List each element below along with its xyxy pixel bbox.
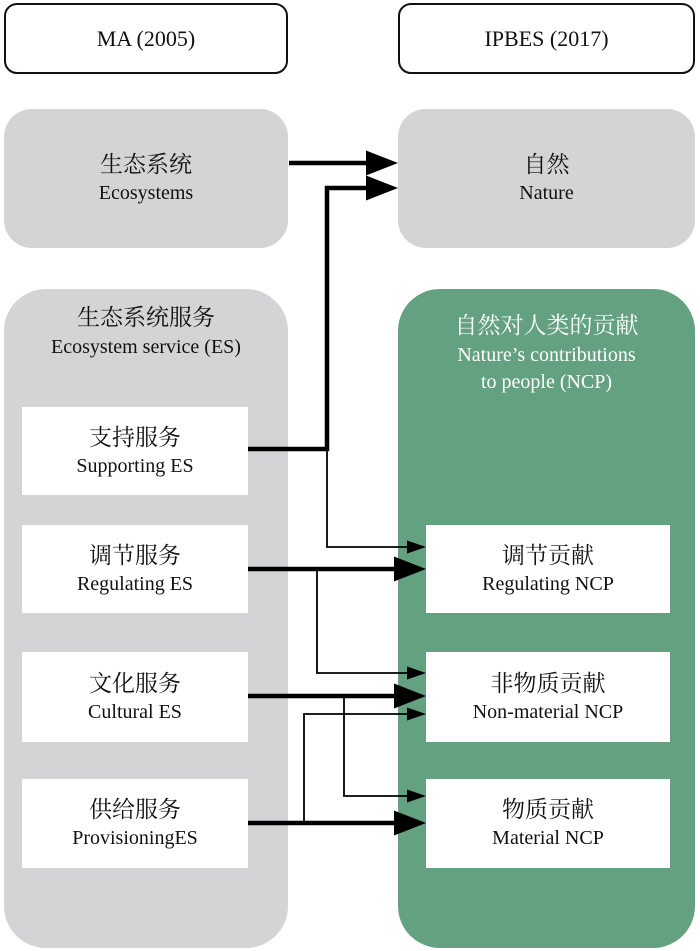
cultural-es-box <box>22 652 248 742</box>
nonmaterial-ncp-label-en: Non-material NCP <box>472 700 624 723</box>
ipbes-header-box <box>398 3 695 74</box>
regulating-es-label-zh: 调节服务 <box>89 542 181 568</box>
ma-header-box <box>4 3 288 74</box>
nonmaterial-ncp-box <box>426 652 670 742</box>
edge-supporting-es-to-regulating-ncp-line <box>327 449 407 547</box>
provisioning-es-box <box>22 779 248 868</box>
ncp-group-title-en1: Nature’s contributions <box>457 344 636 366</box>
material-ncp-box <box>426 779 670 868</box>
supporting-es-label-zh: 支持服务 <box>89 424 181 450</box>
ecosystems-label-en: Ecosystems <box>98 182 194 204</box>
supporting-es-box <box>22 407 248 495</box>
material-ncp-label-en: Material NCP <box>492 827 604 849</box>
ncp-group-title-en2: to people (NCP) <box>480 371 613 393</box>
ecosystems-box <box>4 109 288 248</box>
ma-header-label: MA (2005) <box>96 25 196 51</box>
provisioning-es-label-en: ProvisioningES <box>72 827 198 849</box>
nonmaterial-ncp-label-zh: 非物质贡献 <box>490 670 606 696</box>
nature-label-zh: 自然 <box>523 152 570 177</box>
regulating-ncp-label-en: Regulating NCP <box>482 572 614 595</box>
regulating-ncp-box <box>426 525 670 613</box>
cultural-es-label-en: Cultural ES <box>88 700 182 723</box>
material-ncp-label-zh: 物质贡献 <box>502 797 594 822</box>
regulating-es-label-en: Regulating ES <box>76 572 194 595</box>
edge-supporting-es-to-nature-arrowhead <box>366 176 398 201</box>
regulating-ncp-label-zh: 调节贡献 <box>502 542 594 568</box>
es-group-title-zh: 生态系统服务 <box>77 305 215 330</box>
ecosystems-label-zh: 生态系统 <box>100 152 192 177</box>
supporting-es-label-en: Supporting ES <box>76 454 194 477</box>
edge-provisioning-es-to-nonmaterial-ncp-line <box>304 714 407 823</box>
cultural-es-label-zh: 文化服务 <box>89 670 181 696</box>
ipbes-header-label: IPBES (2017) <box>484 25 609 51</box>
ncp-group-title-zh: 自然对人类的贡献 <box>454 313 639 338</box>
provisioning-es-label-zh: 供给服务 <box>89 797 181 822</box>
edge-ecosystems-to-nature-arrowhead <box>366 151 398 176</box>
es-group-title-en: Ecosystem service (ES) <box>51 336 241 358</box>
nature-label-en: Nature <box>519 182 574 204</box>
edge-regulating-es-to-nonmaterial-ncp-line <box>317 569 407 673</box>
nature-box <box>398 109 695 248</box>
regulating-es-box <box>22 525 248 613</box>
